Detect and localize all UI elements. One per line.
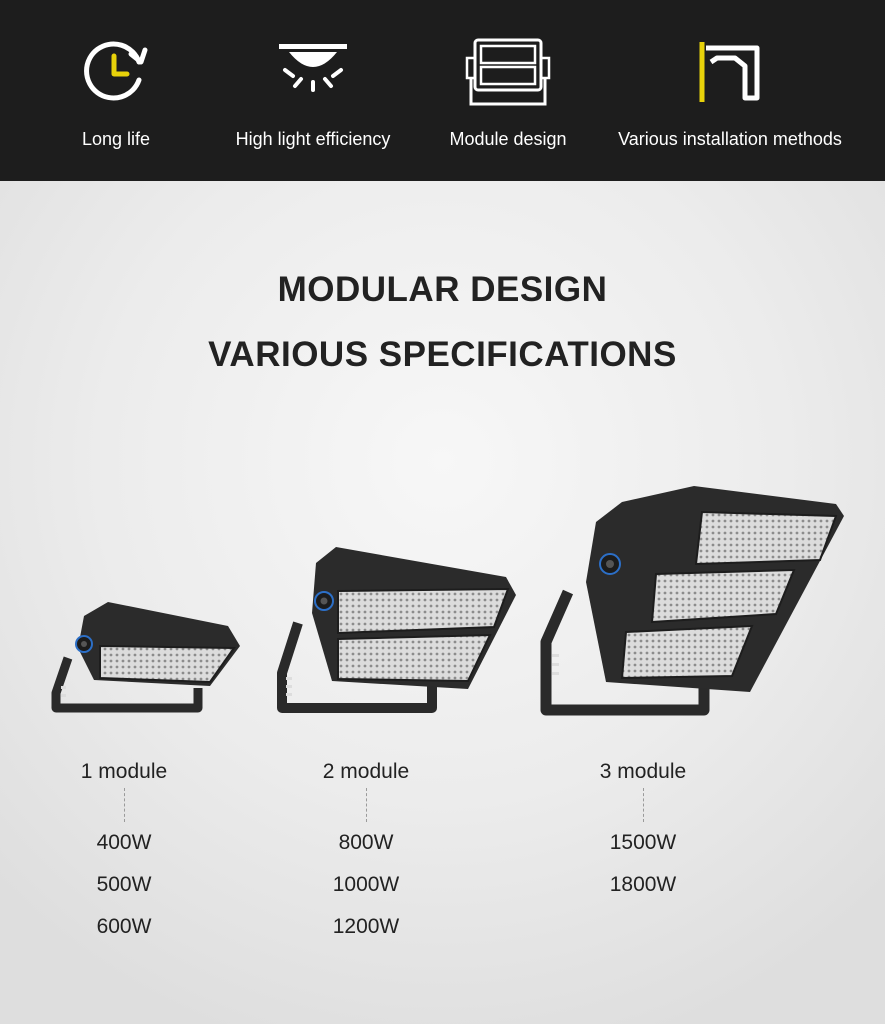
feature-label: Module design bbox=[449, 129, 567, 149]
wattage-value: 1500W bbox=[609, 831, 677, 854]
feature-label: Various installation methods bbox=[618, 129, 842, 149]
wattage-value: 800W bbox=[338, 831, 394, 854]
module-count-label: 3 module bbox=[599, 760, 687, 783]
mounting-bracket-icon bbox=[695, 36, 765, 111]
feature-label: Long life bbox=[81, 129, 151, 149]
module-fixture-icon bbox=[465, 36, 551, 115]
module-count-label: 1 module bbox=[80, 760, 168, 783]
dashed-connector bbox=[124, 788, 125, 822]
wattage-value: 1800W bbox=[609, 873, 677, 896]
wattage-value: 1000W bbox=[332, 873, 400, 896]
wattage-value: 400W bbox=[96, 831, 152, 854]
feature-module-design bbox=[408, 0, 608, 181]
wattage-value: 1200W bbox=[332, 915, 400, 938]
wattage-value: 600W bbox=[96, 915, 152, 938]
product-2-module-image bbox=[282, 547, 516, 708]
wattage-value: 500W bbox=[96, 873, 152, 896]
feature-light-efficiency bbox=[213, 0, 413, 181]
headline-modular-design: MODULAR DESIGN bbox=[277, 270, 608, 309]
feature-installation bbox=[620, 0, 840, 181]
product-1-module-image bbox=[48, 598, 244, 718]
feature-bar bbox=[0, 0, 885, 181]
clock-icon bbox=[81, 36, 151, 111]
dashed-connector bbox=[643, 788, 644, 822]
feature-label: High light efficiency bbox=[235, 129, 391, 149]
spec-column-1-module bbox=[24, 758, 224, 948]
headline-various-specifications: VARIOUS SPECIFICATIONS bbox=[208, 335, 677, 374]
module-count-label: 2 module bbox=[322, 760, 410, 783]
dashed-connector bbox=[366, 788, 367, 822]
spec-column-3-module bbox=[543, 758, 743, 906]
feature-long-life bbox=[16, 0, 216, 181]
product-3-module-image bbox=[546, 486, 844, 710]
light-rays-icon bbox=[275, 36, 351, 111]
spec-column-2-module bbox=[266, 758, 466, 948]
